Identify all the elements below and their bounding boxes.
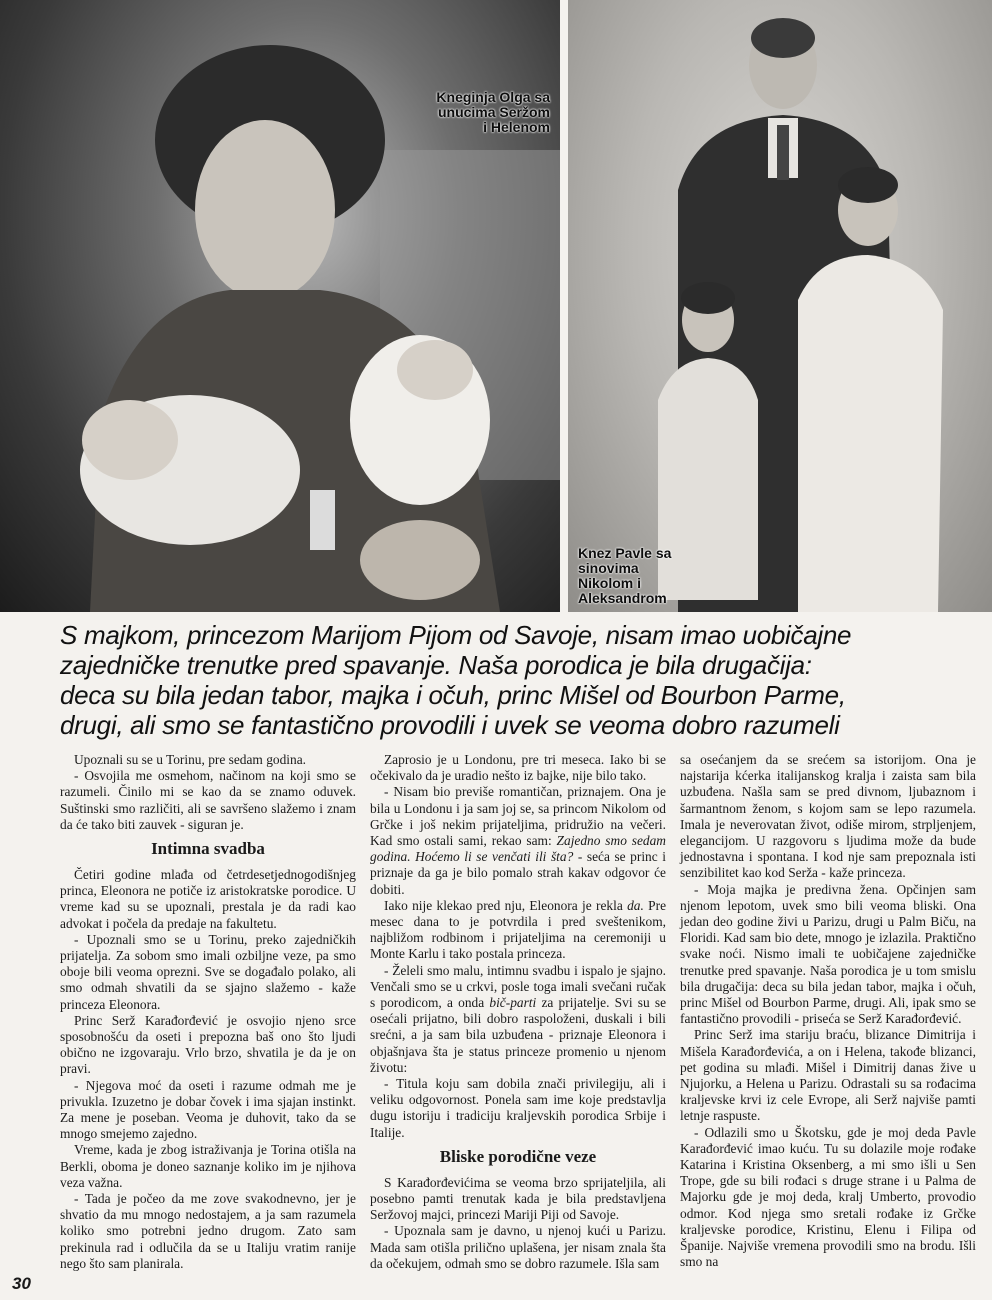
photo-prince-paul-with-sons (568, 0, 992, 612)
pull-quote-line: deca su bila jedan tabor, majka i očuh, princ Mišel od Bourbon Parme, (60, 680, 846, 710)
caption-line: Nikolom i (578, 575, 642, 591)
paragraph: - Upoznala sam je davno, u njenoj kući u Parizu. Mada sam otišla prilično uplašena, jer nisam znala šta da očekujem, odmah smo se dobro razumele. Išla sam (370, 1223, 666, 1271)
text-run: Pre mesec dana to je potvrdila i pred sveštenikom, najbližom rodbinom i prijateljima na ceremoniji u Monte Karlu i tako postala princeza. (370, 897, 667, 962)
paragraph: - Tada je počeo da me zove svakodnevno, jer je shvatio da mu mnogo nedostajem, a ja sam razumela koliko smo potrebni jedno drugom. Zato sam prekinula rad i odlučila da se u Italiju vratim ranije nego što sam planirala. (60, 1191, 356, 1271)
article-column-1 (60, 752, 356, 1272)
section-heading: Intimna svadba (151, 839, 265, 859)
article-column-2 (370, 752, 666, 1272)
text-run: Iako nije klekao pred nju, Eleonora je rekla (384, 897, 628, 913)
paragraph: - Titula koju sam dobila znači privilegiju, ali i veliku odgovornost. Ponela sam ime koje predstavlja dugu istoriju i tradiciju kraljevskih porodica Srbije i Italije. (370, 1076, 666, 1140)
section-heading: Bliske porodične veze (439, 1146, 597, 1166)
pull-quote-line: S majkom, princezom Marijom Pijom od Savoje, nisam imao uobičajne (60, 620, 852, 650)
paragraph: - Njegova moć da oseti i razume odmah me je privukla. Izuzetno je dobar čovek i ima sjajan instinkt. Za mene je poseban. Veoma je duhovit, tako da se mnogo smejemo zajedno. (60, 1077, 356, 1142)
text-run: - Želeli smo malu, intimnu svadbu i ispalo je sjajno. Venčali smo se u crkvi, posle toga imali svečani ručak s porodicom, a onda (370, 962, 666, 1011)
caption-line: Knez Pavle sa (578, 545, 672, 561)
text-run-italic: Zajedno smo sedam godina. Hoćemo li se venčati ili šta? (370, 833, 666, 865)
paragraph: Upoznali su se u Torinu, pre sedam godina. (74, 752, 306, 767)
caption-line: i Helenom (483, 119, 550, 135)
paragraph: Četiri godine mlađa od četrdesetjednogodišnjeg princa, Eleonora ne potiče iz aristokratske porodice. U vreme kad su se upoznali, prestala je da radi kao advokat i počela da predaje na fakultetu. (60, 867, 356, 931)
paragraph: Vreme, kada je zbog istraživanja je Torina otišla na Berkli, oboma je doneo saznanje koliko im je njihova veza važna. (60, 1142, 356, 1190)
text-run: - Nisam bio previše romantičan, priznajem. Ona je bila u Londonu i ja sam joj se, sa princom Nikolom od Grčke i još nekim prijateljima, pridružio na večeri. Kad smo ostali sami, rekao sam: (370, 784, 666, 849)
caption-line: unucima Seržom (437, 104, 550, 120)
photo-caption-left (410, 90, 550, 135)
paragraph: Princ Serž ima stariju braću, blizance Dimitrija i Mišela Karađorđevića, a on i Helena, takođe blizanci, pet godina su mlađi. Mišel i Dimitrij danas žive u Njujorku, a Helena u Parizu. Odrastali su sa rođacima kraljevske krvi iz cele Evrope, ali Serž najviše pamti letnje raspuste. (680, 1027, 976, 1124)
text-run-italic: bič-parti (489, 995, 537, 1011)
paragraph (370, 784, 666, 897)
caption-line: Kneginja Olga sa (436, 89, 550, 105)
photo-princess-olga-with-grandchildren (0, 0, 560, 612)
caption-line: Aleksandrom (578, 590, 667, 606)
paragraph: - Moja majka je predivna žena. Opčinjen sam njenom lepotom, uvek smo bili veoma bliski. Ona jedan deo godine živi u Parizu, drugi u Palm Biču, na Floridi. Kad sam bio dete, mnogo je izlazila. Praktično svake noći. Nismo imali te uobičajene zajedničke trenutke pred spavanje. Naša porodica je u tom smislu bila drugačija: deca su bila jedan tabor, majka i očuh, princ Mišel od Bourbon Parme, drugi. Ali, ipak smo se fantastično provodili - priseća se Serž Karađorđević. (680, 881, 976, 1027)
pull-quote-line: zajedničke trenutke pred spavanje. Naša porodica je bila drugačija: (60, 650, 812, 680)
paragraph: - Odlazili smo u Škotsku, gde je moj deda Pavle Karađorđević imao kuću. Tu su dolazile moje rođake Katarina i Kristina Oksenberg, a mi smo išli u Sen Trope, gde su bili rođaci s druge strane i u Palma de Majorku gde je moj deda, kralj Umberto, provodio odmor. Kod njega smo sretali rođake iz Grčke kraljevske porodice, Kristinu, Elenu i Filipa od Španije. Najviše vremena provodili smo na brodu. Išli smo na (680, 1124, 976, 1270)
article-column-3 (680, 752, 976, 1271)
text-run-italic: da. (627, 897, 644, 913)
photo-caption-right (578, 546, 678, 606)
text-run: za prijatelje. Svi su se osećali prijatno, bili dobro raspoloženi, duskali i bili srećni, a ja sam bila uzbuđena - priznaje Eleonora i objašnjava šta je status princeze promenio u njenom životu: (370, 995, 667, 1075)
text-run: - seća se princ i priznaje da ga je bilo pomalo strah kakav odgovor će dobiti. (370, 849, 666, 897)
paragraph: S Karađorđevićima se veoma brzo sprijateljila, ali posebno pamti trenutak kada je bila predstavljena Seržovoj majci, princezi Mariji Piji od Savoje. (370, 1174, 666, 1223)
photo-right-image (568, 0, 992, 612)
paragraph: - Osvojila me osmehom, načinom na koji smo se razumeli. Činilo mi se kao da se znamo oduvek. Suštinski smo različiti, ali se savršeno slažemo i znam da će tako biti zauvek - siguran je. (60, 768, 356, 832)
paragraph (370, 963, 666, 1076)
paragraph: sa osećanjem da se srećem sa istorijom. Ona je najstarija kćerka italijanskog kralja i zaista sam bila uzbuđena. Našla sam se pred divnom, ljubaznom i šarmantnom ženom, s kojom sam se lepo razumela. Imala je neverovatan život, odiše mirom, strpljenjem, elegancijom. U razgovoru s ljudima može da bude jednostavna i spontana. I kod nje sam prepoznala isti senzibilitet kao kod Serža - kaže princeza. (680, 752, 976, 881)
page-number: 30 (12, 1274, 31, 1293)
paragraph: Princ Serž Karađorđević je osvojio njeno srce sposobnošću da oseti i prepozna baš ono što ljudi obično ne izgovaraju. Vrlo brzo, shvatila je da je on pravi. (60, 1012, 356, 1077)
paragraph: Zaprosio je u Londonu, pre tri meseca. Iako bi se očekivalo da je uradio nešto iz bajke, nije bilo tako. (370, 752, 666, 784)
caption-line: sinovima (578, 560, 639, 576)
pull-quote (60, 620, 960, 740)
pull-quote-line: drugi, ali smo se fantastično provodili i uvek se veoma dobro razumeli (60, 710, 840, 740)
paragraph: - Upoznali smo se u Torinu, preko zajedničkih prijatelja. Za sobom smo imali ozbiljne veze, pa smo oboje bili veoma oprezni. Sve se događalo polako, ali smo odmah shvatili da se sjajno slažemo - kaže princeza Eleonora. (60, 931, 356, 1012)
paragraph (370, 898, 666, 963)
